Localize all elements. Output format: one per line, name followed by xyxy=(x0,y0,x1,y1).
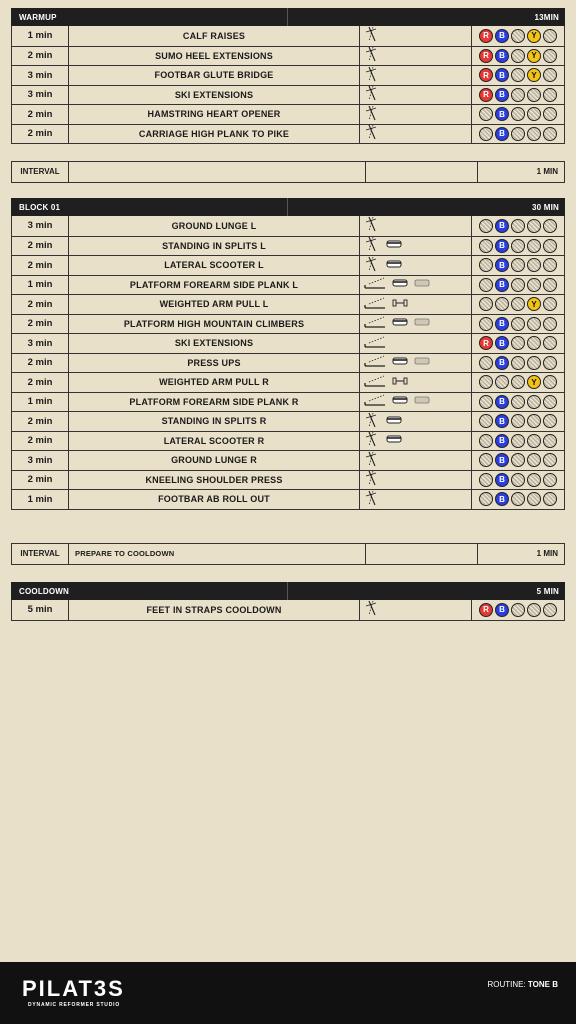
exercise-duration: 2 min xyxy=(12,373,69,392)
tilt-icon xyxy=(364,124,380,143)
spring-off-icon xyxy=(495,297,509,311)
spring-r-icon: R xyxy=(479,603,493,617)
exercise-name: LATERAL SCOOTER L xyxy=(69,256,360,275)
exercise-name: LATERAL SCOOTER R xyxy=(69,432,360,451)
exercise-duration: 3 min xyxy=(12,86,69,105)
tilt-icon xyxy=(364,85,380,104)
exercise-name: WEIGHTED ARM PULL R xyxy=(69,373,360,392)
spring-settings xyxy=(472,432,564,451)
spring-off-icon xyxy=(543,395,557,409)
pad-icon xyxy=(414,317,430,330)
spring-off-icon xyxy=(479,107,493,121)
spring-settings xyxy=(472,490,564,509)
exercise-name: FOOTBAR GLUTE BRIDGE xyxy=(69,66,360,85)
equipment-cell xyxy=(360,276,472,295)
box-icon xyxy=(386,415,402,428)
equipment-cell xyxy=(360,451,472,470)
box-icon xyxy=(392,317,408,330)
exercise-duration: 2 min xyxy=(12,47,69,66)
equipment-cell xyxy=(360,105,472,124)
exercise-duration: 2 min xyxy=(12,237,69,256)
tilt-icon xyxy=(364,412,380,431)
spring-b-icon: B xyxy=(495,336,509,350)
spring-off-icon xyxy=(479,239,493,253)
spring-settings xyxy=(472,451,564,470)
box-icon xyxy=(386,239,402,252)
table-row xyxy=(12,46,564,66)
spring-off-icon xyxy=(511,336,525,350)
spring-off-icon xyxy=(527,434,541,448)
section-title: COOLDOWN xyxy=(19,586,70,596)
spring-off-icon xyxy=(527,603,541,617)
interval-row xyxy=(11,161,565,183)
spring-off-icon xyxy=(511,68,525,82)
exercise-duration: 1 min xyxy=(12,393,69,412)
spring-y-icon: Y xyxy=(527,29,541,43)
spring-off-icon xyxy=(511,473,525,487)
section-header xyxy=(11,582,565,600)
spring-off-icon xyxy=(479,375,493,389)
spring-settings xyxy=(472,237,564,256)
exercise-name: SUMO HEEL EXTENSIONS xyxy=(69,47,360,66)
exercise-duration: 2 min xyxy=(12,315,69,334)
spring-settings xyxy=(472,276,564,295)
pad-icon xyxy=(414,395,430,408)
table-row xyxy=(12,470,564,490)
exercise-duration: 2 min xyxy=(12,471,69,490)
spring-off-icon xyxy=(543,127,557,141)
section-header xyxy=(11,8,565,26)
spring-settings xyxy=(472,295,564,314)
spring-b-icon: B xyxy=(495,68,509,82)
spring-off-icon xyxy=(527,239,541,253)
spring-off-icon xyxy=(511,297,525,311)
spring-off-icon xyxy=(479,395,493,409)
spring-off-icon xyxy=(511,127,525,141)
equipment-cell xyxy=(360,490,472,509)
interval-duration: 1 MIN xyxy=(536,167,558,177)
spring-off-icon xyxy=(511,492,525,506)
spring-off-icon xyxy=(543,317,557,331)
spring-off-icon xyxy=(479,317,493,331)
spring-settings xyxy=(472,393,564,412)
table-row xyxy=(12,255,564,275)
spring-off-icon xyxy=(511,219,525,233)
exercise-duration: 2 min xyxy=(12,354,69,373)
spring-off-icon xyxy=(543,473,557,487)
spring-off-icon xyxy=(479,453,493,467)
spring-off-icon xyxy=(479,258,493,272)
equipment-cell xyxy=(360,86,472,105)
spring-off-icon xyxy=(543,29,557,43)
exercise-duration: 5 min xyxy=(12,600,69,620)
exercise-name: STANDING IN SPLITS R xyxy=(69,412,360,431)
spring-off-icon xyxy=(543,434,557,448)
spring-off-icon xyxy=(527,107,541,121)
tilt-icon xyxy=(364,46,380,65)
tilt-icon xyxy=(364,216,380,235)
section-header xyxy=(11,198,565,216)
spring-off-icon xyxy=(543,336,557,350)
weight-icon xyxy=(392,298,408,311)
table-row xyxy=(12,392,564,412)
interval-duration: 1 MIN xyxy=(536,549,558,559)
box-icon xyxy=(392,356,408,369)
spring-off-icon xyxy=(511,317,525,331)
table-row xyxy=(12,333,564,353)
spring-settings xyxy=(472,354,564,373)
spring-b-icon: B xyxy=(495,317,509,331)
exercise-duration: 2 min xyxy=(12,256,69,275)
spring-settings xyxy=(472,26,564,46)
exercise-duration: 2 min xyxy=(12,125,69,144)
spring-b-icon: B xyxy=(495,29,509,43)
spring-off-icon xyxy=(511,49,525,63)
spring-r-icon: R xyxy=(479,49,493,63)
interval-note: PREPARE TO COOLDOWN xyxy=(69,544,366,564)
exercise-duration: 2 min xyxy=(12,432,69,451)
spring-r-icon: R xyxy=(479,68,493,82)
exercise-name: GROUND LUNGE L xyxy=(69,216,360,236)
equipment-cell xyxy=(360,26,472,46)
spring-settings xyxy=(472,471,564,490)
spring-off-icon xyxy=(527,453,541,467)
table-row xyxy=(12,236,564,256)
exercise-name: PLATFORM FOREARM SIDE PLANK L xyxy=(69,276,360,295)
section-warmup xyxy=(11,8,565,144)
weight-icon xyxy=(392,376,408,389)
section-block-01 xyxy=(11,198,565,510)
box-icon xyxy=(392,278,408,291)
spring-b-icon: B xyxy=(495,473,509,487)
spring-off-icon xyxy=(543,278,557,292)
spring-off-icon xyxy=(527,473,541,487)
spring-settings xyxy=(472,600,564,620)
section-cooldown xyxy=(11,582,565,621)
section-total: 30 MIN xyxy=(532,202,559,212)
spring-off-icon xyxy=(479,278,493,292)
box-icon xyxy=(392,395,408,408)
section-total: 13MIN xyxy=(534,12,559,22)
tilt-icon xyxy=(364,256,380,275)
spring-settings xyxy=(472,47,564,66)
tilt-icon xyxy=(364,105,380,124)
spring-b-icon: B xyxy=(495,278,509,292)
exercise-name: CALF RAISES xyxy=(69,26,360,46)
spring-off-icon xyxy=(511,88,525,102)
section-title: BLOCK 01 xyxy=(19,202,61,212)
spring-y-icon: Y xyxy=(527,68,541,82)
table-row xyxy=(12,372,564,392)
spring-settings xyxy=(472,315,564,334)
studio-tagline: DYNAMIC REFORMER STUDIO xyxy=(28,1002,121,1008)
tilt-icon xyxy=(364,66,380,85)
platform-icon xyxy=(364,276,386,293)
exercise-table xyxy=(11,216,565,510)
spring-off-icon xyxy=(543,603,557,617)
spring-b-icon: B xyxy=(495,49,509,63)
platform-icon xyxy=(364,393,386,410)
spring-off-icon xyxy=(527,336,541,350)
spring-settings xyxy=(472,256,564,275)
equipment-cell xyxy=(360,412,472,431)
spring-off-icon xyxy=(527,219,541,233)
spring-off-icon xyxy=(511,603,525,617)
spring-b-icon: B xyxy=(495,434,509,448)
exercise-name: GROUND LUNGE R xyxy=(69,451,360,470)
spring-b-icon: B xyxy=(495,258,509,272)
spring-off-icon xyxy=(543,375,557,389)
table-row xyxy=(12,26,564,46)
spring-off-icon xyxy=(511,434,525,448)
exercise-duration: 3 min xyxy=(12,216,69,236)
exercise-duration: 2 min xyxy=(12,412,69,431)
spring-off-icon xyxy=(527,317,541,331)
exercise-duration: 3 min xyxy=(12,66,69,85)
platform-icon xyxy=(364,335,386,352)
table-row xyxy=(12,600,564,620)
spring-off-icon xyxy=(511,278,525,292)
exercise-name: KNEELING SHOULDER PRESS xyxy=(69,471,360,490)
exercise-name: PLATFORM FOREARM SIDE PLANK R xyxy=(69,393,360,412)
interval-row xyxy=(11,543,565,565)
exercise-duration: 3 min xyxy=(12,334,69,353)
pad-icon xyxy=(414,278,430,291)
platform-icon xyxy=(364,296,386,313)
routine-name: TONE B xyxy=(527,980,558,989)
exercise-table xyxy=(11,600,565,621)
exercise-name: SKI EXTENSIONS xyxy=(69,86,360,105)
spring-b-icon: B xyxy=(495,414,509,428)
spring-off-icon xyxy=(543,239,557,253)
spring-off-icon xyxy=(495,375,509,389)
spring-off-icon xyxy=(511,258,525,272)
spring-off-icon xyxy=(511,107,525,121)
spring-off-icon xyxy=(479,127,493,141)
exercise-name: HAMSTRING HEART OPENER xyxy=(69,105,360,124)
box-icon xyxy=(386,259,402,272)
spring-settings xyxy=(472,216,564,236)
spring-off-icon xyxy=(543,88,557,102)
routine-label: ROUTINE: TONE B xyxy=(487,980,558,989)
exercise-name: FEET IN STRAPS COOLDOWN xyxy=(69,600,360,620)
exercise-name: FOOTBAR AB ROLL OUT xyxy=(69,490,360,509)
equipment-cell xyxy=(360,315,472,334)
table-row xyxy=(12,294,564,314)
pad-icon xyxy=(414,356,430,369)
table-row xyxy=(12,314,564,334)
spring-settings xyxy=(472,86,564,105)
table-row xyxy=(12,489,564,509)
platform-icon xyxy=(364,374,386,391)
spring-off-icon xyxy=(543,68,557,82)
exercise-duration: 2 min xyxy=(12,295,69,314)
spring-off-icon xyxy=(479,414,493,428)
spring-b-icon: B xyxy=(495,88,509,102)
spring-off-icon xyxy=(479,356,493,370)
spring-off-icon xyxy=(543,453,557,467)
table-row xyxy=(12,124,564,144)
spring-off-icon xyxy=(511,453,525,467)
studio-logo: PILAT3S xyxy=(22,976,125,1001)
spring-off-icon xyxy=(527,278,541,292)
equipment-cell xyxy=(360,66,472,85)
spring-b-icon: B xyxy=(495,395,509,409)
exercise-table xyxy=(11,26,565,144)
spring-off-icon xyxy=(527,127,541,141)
spring-settings xyxy=(472,105,564,124)
equipment-cell xyxy=(360,373,472,392)
spring-off-icon xyxy=(511,414,525,428)
table-row xyxy=(12,353,564,373)
equipment-cell xyxy=(360,334,472,353)
platform-icon xyxy=(364,315,386,332)
tilt-icon xyxy=(364,236,380,255)
tilt-icon xyxy=(364,26,380,45)
spring-off-icon xyxy=(527,395,541,409)
spring-off-icon xyxy=(511,239,525,253)
platform-icon xyxy=(364,354,386,371)
table-row xyxy=(12,104,564,124)
exercise-name: PLATFORM HIGH MOUNTAIN CLIMBERS xyxy=(69,315,360,334)
exercise-duration: 3 min xyxy=(12,451,69,470)
spring-off-icon xyxy=(479,219,493,233)
spring-off-icon xyxy=(527,492,541,506)
spring-off-icon xyxy=(479,297,493,311)
spring-y-icon: Y xyxy=(527,375,541,389)
exercise-name: WEIGHTED ARM PULL L xyxy=(69,295,360,314)
spring-off-icon xyxy=(543,219,557,233)
spring-off-icon xyxy=(527,356,541,370)
equipment-cell xyxy=(360,125,472,144)
equipment-cell xyxy=(360,256,472,275)
spring-off-icon xyxy=(543,297,557,311)
tilt-icon xyxy=(364,490,380,509)
spring-off-icon xyxy=(543,107,557,121)
exercise-duration: 2 min xyxy=(12,105,69,124)
spring-off-icon xyxy=(479,492,493,506)
section-title: WARMUP xyxy=(19,12,57,22)
table-row xyxy=(12,216,564,236)
spring-b-icon: B xyxy=(495,219,509,233)
equipment-cell xyxy=(360,295,472,314)
spring-b-icon: B xyxy=(495,603,509,617)
spring-off-icon xyxy=(527,88,541,102)
spring-off-icon xyxy=(543,49,557,63)
section-total: 5 MIN xyxy=(536,586,559,596)
tilt-icon xyxy=(364,470,380,489)
tilt-icon xyxy=(364,451,380,470)
spring-off-icon xyxy=(511,29,525,43)
exercise-duration: 1 min xyxy=(12,276,69,295)
equipment-cell xyxy=(360,216,472,236)
table-row xyxy=(12,85,564,105)
table-row xyxy=(12,275,564,295)
spring-settings xyxy=(472,125,564,144)
spring-off-icon xyxy=(527,258,541,272)
table-row xyxy=(12,411,564,431)
spring-y-icon: Y xyxy=(527,49,541,63)
tilt-icon xyxy=(364,600,380,619)
spring-off-icon xyxy=(479,434,493,448)
spring-b-icon: B xyxy=(495,127,509,141)
spring-b-icon: B xyxy=(495,107,509,121)
spring-off-icon xyxy=(511,356,525,370)
equipment-cell xyxy=(360,354,472,373)
spring-off-icon xyxy=(511,395,525,409)
spring-off-icon xyxy=(511,375,525,389)
spring-b-icon: B xyxy=(495,492,509,506)
exercise-name: SKI EXTENSIONS xyxy=(69,334,360,353)
equipment-cell xyxy=(360,432,472,451)
interval-label: INTERVAL xyxy=(12,162,69,182)
spring-b-icon: B xyxy=(495,453,509,467)
spring-settings xyxy=(472,66,564,85)
footer xyxy=(0,962,576,1024)
spring-off-icon xyxy=(543,414,557,428)
exercise-name: PRESS UPS xyxy=(69,354,360,373)
spring-b-icon: B xyxy=(495,239,509,253)
spring-off-icon xyxy=(527,414,541,428)
spring-y-icon: Y xyxy=(527,297,541,311)
spring-settings xyxy=(472,334,564,353)
spring-r-icon: R xyxy=(479,336,493,350)
table-row xyxy=(12,450,564,470)
box-icon xyxy=(386,434,402,447)
table-row xyxy=(12,431,564,451)
exercise-duration: 1 min xyxy=(12,490,69,509)
tilt-icon xyxy=(364,431,380,450)
exercise-name: CARRIAGE HIGH PLANK TO PIKE xyxy=(69,125,360,144)
equipment-cell xyxy=(360,237,472,256)
exercise-name: STANDING IN SPLITS L xyxy=(69,237,360,256)
spring-settings xyxy=(472,373,564,392)
exercise-duration: 1 min xyxy=(12,26,69,46)
equipment-cell xyxy=(360,471,472,490)
spring-off-icon xyxy=(543,492,557,506)
equipment-cell xyxy=(360,47,472,66)
equipment-cell xyxy=(360,393,472,412)
spring-settings xyxy=(472,412,564,431)
table-row xyxy=(12,65,564,85)
spring-off-icon xyxy=(543,356,557,370)
spring-off-icon xyxy=(479,473,493,487)
spring-b-icon: B xyxy=(495,356,509,370)
spring-r-icon: R xyxy=(479,29,493,43)
interval-label: INTERVAL xyxy=(12,544,69,564)
spring-off-icon xyxy=(543,258,557,272)
interval-note xyxy=(69,162,366,182)
spring-r-icon: R xyxy=(479,88,493,102)
equipment-cell xyxy=(360,600,472,620)
